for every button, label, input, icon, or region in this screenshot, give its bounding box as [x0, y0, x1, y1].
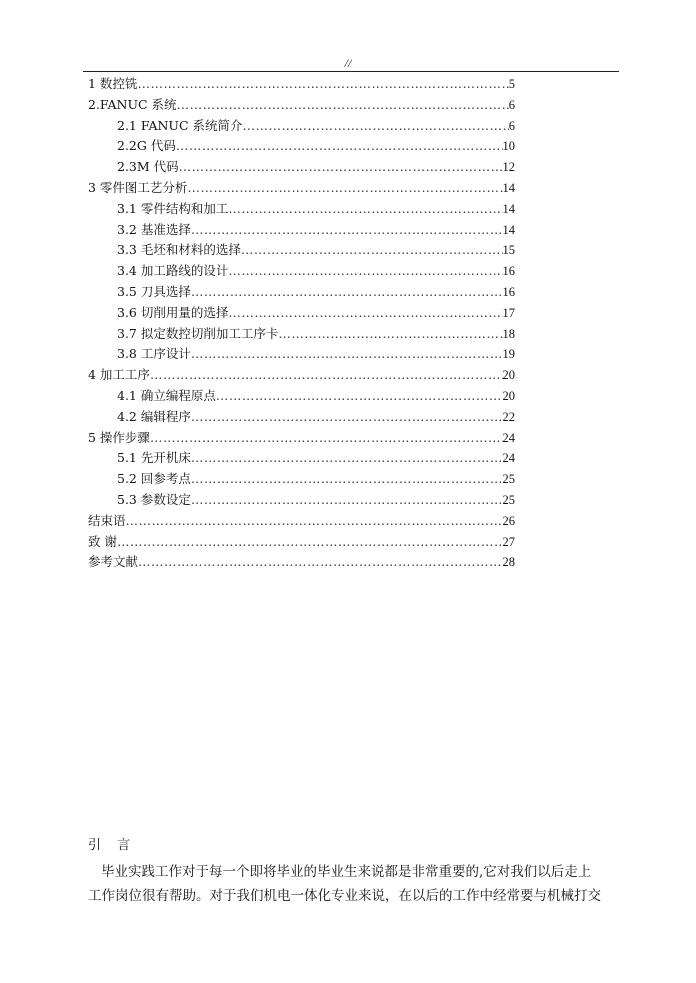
- toc-dot-leader: [241, 240, 503, 260]
- toc-dot-leader: [117, 532, 503, 552]
- toc-entry-page: 25: [502, 472, 515, 487]
- toc-entry-title: 1 数控铣: [88, 76, 138, 91]
- toc-entry-page: 14: [502, 201, 515, 216]
- toc-entry-title: 4.1 确立编程原点: [117, 388, 216, 403]
- toc-entry: [88, 365, 515, 385]
- header-rule: [83, 71, 619, 72]
- toc-entry-title: 4 加工工序: [88, 367, 150, 383]
- toc-entry-page: 14: [502, 222, 515, 237]
- toc-entry-title: 4.2 编辑程序: [117, 408, 191, 424]
- toc-entry-title: 3.6 切削用量的选择: [117, 304, 229, 320]
- toc-entry-title: 3.4 加工路线的设计: [117, 263, 229, 279]
- intro-title: 引 言: [88, 838, 137, 853]
- toc-entry-page: 16: [502, 264, 515, 279]
- toc-entry: [88, 95, 515, 115]
- toc-entry-title: 2.1 FANUC 系统简介: [117, 117, 243, 133]
- page-header: //: [344, 56, 352, 70]
- toc-dot-leader: [150, 365, 503, 385]
- toc-dot-leader: [191, 490, 503, 510]
- toc-entry-title: 参考文献: [88, 554, 139, 570]
- toc-dot-leader: [191, 344, 503, 364]
- toc-dot-leader: [126, 511, 503, 531]
- toc-dot-leader: [228, 261, 502, 281]
- toc-entry: [117, 407, 515, 427]
- toc-entry-page: 27: [502, 534, 515, 549]
- intro-paragraph: [88, 860, 628, 908]
- toc-entry-title: 3.3 毛坯和材料的选择: [117, 242, 241, 258]
- toc-dot-leader: [242, 116, 508, 136]
- toc-entry: [88, 178, 515, 198]
- toc-entry-page: 28: [502, 555, 515, 570]
- toc-entry: [88, 511, 515, 531]
- toc-entry-page: 12: [502, 160, 515, 175]
- toc-dot-leader: [176, 136, 503, 156]
- toc-dot-leader: [191, 407, 503, 427]
- toc-entry-page: 17: [502, 305, 515, 320]
- toc-entry-page: 6: [508, 97, 515, 112]
- toc-entry-title: 2.FANUC 系统: [88, 96, 177, 112]
- toc-entry-page: 24: [502, 451, 515, 466]
- toc-dot-leader: [187, 178, 502, 198]
- toc-dot-leader: [191, 282, 503, 302]
- toc-entry-page: 20: [502, 368, 515, 383]
- toc-dot-leader: [216, 386, 503, 406]
- toc-entry: [117, 469, 515, 489]
- toc-entry-title: 致 谢: [88, 533, 117, 549]
- toc-entry: [117, 157, 515, 177]
- toc-entry: [117, 116, 515, 136]
- toc-entry-title: 5.2 回参考点: [117, 471, 191, 487]
- toc-dot-leader: [137, 74, 508, 94]
- toc-entry: [117, 386, 515, 406]
- toc-dot-leader: [138, 552, 502, 572]
- toc-entry-title: 5.1 先开机床: [117, 450, 191, 466]
- toc-entry-title: 3.5 刀具选择: [117, 284, 191, 299]
- toc-dot-leader: [191, 448, 503, 468]
- toc-entry: [117, 199, 515, 219]
- toc-entry-page: 25: [502, 493, 515, 507]
- toc-entry-page: 16: [502, 285, 515, 299]
- toc-entry: [88, 74, 515, 94]
- toc-entry: [117, 344, 515, 364]
- toc-entry-title: 3.1 零件结构和加工: [117, 200, 229, 216]
- toc-dot-leader: [228, 303, 502, 323]
- toc-entry: [88, 532, 515, 552]
- toc-entry: [117, 490, 515, 510]
- toc-dot-leader: [278, 324, 502, 344]
- toc-dot-leader: [179, 157, 503, 177]
- toc-entry-title: 3.2 基准选择: [117, 221, 191, 237]
- toc-entry: [88, 428, 515, 448]
- toc-entry-page: 24: [502, 430, 515, 445]
- toc-dot-leader: [150, 428, 503, 448]
- toc-entry: [88, 552, 515, 572]
- toc-entry-title: 3.8 工序设计: [117, 346, 191, 362]
- toc-entry-page: 19: [502, 347, 515, 362]
- toc-entry-title: 3 零件图工艺分析: [88, 180, 188, 195]
- toc-entry-title: 5.3 参数设定: [117, 492, 191, 507]
- toc-entry-page: 22: [502, 409, 515, 424]
- toc-entry-title: 3.7 拟定数控切削加工工序卡: [117, 325, 279, 341]
- toc-entry-page: 5: [508, 77, 515, 91]
- toc-entry-page: 14: [502, 181, 515, 195]
- toc-entry-title: 2.2G 代码: [117, 138, 176, 154]
- intro-line-1: 毕业实践工作对于每一个即将毕业的毕业生来说都是非常重要的,它对我们以后走上: [101, 864, 592, 880]
- toc-entry-page: 20: [502, 389, 515, 403]
- toc-entry-title: 5 操作步骤: [88, 429, 150, 445]
- toc-dot-leader: [191, 220, 503, 240]
- toc-entry-title: 2.3M 代码: [117, 159, 179, 175]
- toc-entry-page: 26: [502, 513, 515, 528]
- toc-entry: [117, 261, 515, 281]
- toc-entry: [117, 220, 515, 240]
- toc-entry: [117, 282, 515, 302]
- toc-entry: [117, 240, 515, 260]
- intro-line-2: 工作岗位很有帮助。对于我们机电一体化专业来说，在以后的工作中经常要与机械打交: [88, 888, 601, 904]
- toc-dot-leader: [177, 95, 509, 115]
- toc-entry: [117, 303, 515, 323]
- toc-entry: [117, 324, 515, 344]
- toc-entry: [117, 136, 515, 156]
- toc-entry-page: 18: [502, 326, 515, 341]
- toc-entry: [117, 448, 515, 468]
- toc-dot-leader: [191, 469, 503, 489]
- toc-entry-page: 10: [502, 139, 515, 154]
- toc-entry-page: 15: [502, 243, 515, 258]
- toc-dot-leader: [228, 199, 502, 219]
- toc-entry-title: 结束语: [88, 512, 126, 528]
- toc-entry-page: 6: [508, 118, 515, 133]
